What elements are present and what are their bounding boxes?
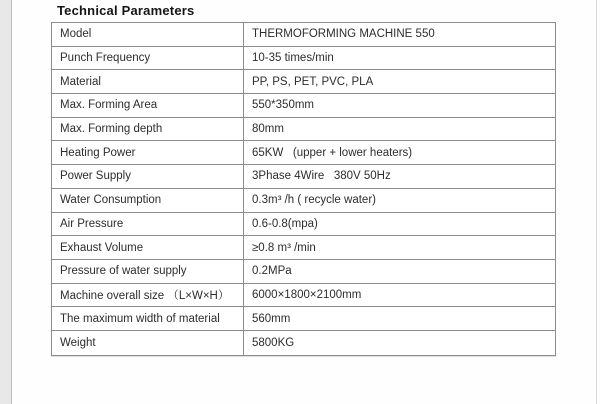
table-row (52, 307, 555, 331)
parameter-name: Heating Power (52, 141, 244, 164)
parameter-name: Weight (52, 331, 244, 355)
parameter-value: 560mm (252, 312, 291, 325)
parameter-name: Air Pressure (52, 213, 244, 236)
table-row (52, 260, 555, 284)
parameter-name: Punch Frequency (52, 47, 244, 70)
parameter-name: Power Supply (52, 165, 244, 188)
parameter-value: 80mm (252, 123, 284, 136)
content-area (51, 0, 561, 356)
parameter-value: 10-35 times/min (252, 52, 334, 65)
parameter-name: Machine overall size （L×W×H） (52, 284, 244, 307)
table-row (52, 331, 555, 355)
table-row (52, 236, 555, 260)
page-right-edge (596, 0, 597, 404)
parameter-name: Pressure of water supply (52, 260, 244, 283)
page-left-margin (0, 0, 12, 404)
table-row (52, 165, 555, 189)
table-row (52, 141, 555, 165)
page-title: Technical Parameters (57, 3, 195, 18)
table-row (52, 284, 555, 308)
parameter-value: THERMOFORMING MACHINE 550 (252, 28, 435, 41)
parameter-value: ≥0.8 m³ /min (252, 241, 316, 254)
table-row (52, 94, 555, 118)
parameter-name: Max. Forming depth (52, 118, 244, 141)
parameter-value: 0.3m³ /h ( recycle water) (252, 194, 376, 207)
parameter-name: Model (52, 23, 244, 46)
parameter-value: 0.6-0.8(mpa) (252, 217, 318, 230)
parameter-name: Water Consumption (52, 189, 244, 212)
table-row (52, 23, 555, 47)
parameter-value: 5800KG (252, 336, 295, 349)
parameter-value: 3Phase 4Wire 380V 50Hz (252, 170, 391, 183)
table-row (52, 47, 555, 71)
parameter-name: Max. Forming Area (52, 94, 244, 117)
table-row (52, 118, 555, 142)
parameter-value: PP, PS, PET, PVC, PLA (252, 75, 374, 88)
parameter-name: Material (52, 70, 244, 93)
table-row (52, 189, 555, 213)
parameter-name: Exhaust Volume (52, 236, 244, 259)
parameter-value: 6000×1800×2100mm (252, 288, 362, 301)
parameter-value: 65KW (upper + lower heaters) (252, 146, 413, 159)
parameter-value: 550*350mm (252, 99, 315, 112)
parameter-name: The maximum width of material (52, 307, 244, 330)
table-row (52, 70, 555, 94)
technical-parameters-table (51, 22, 556, 356)
parameter-value: 0.2MPa (252, 265, 292, 278)
table-row (52, 213, 555, 237)
